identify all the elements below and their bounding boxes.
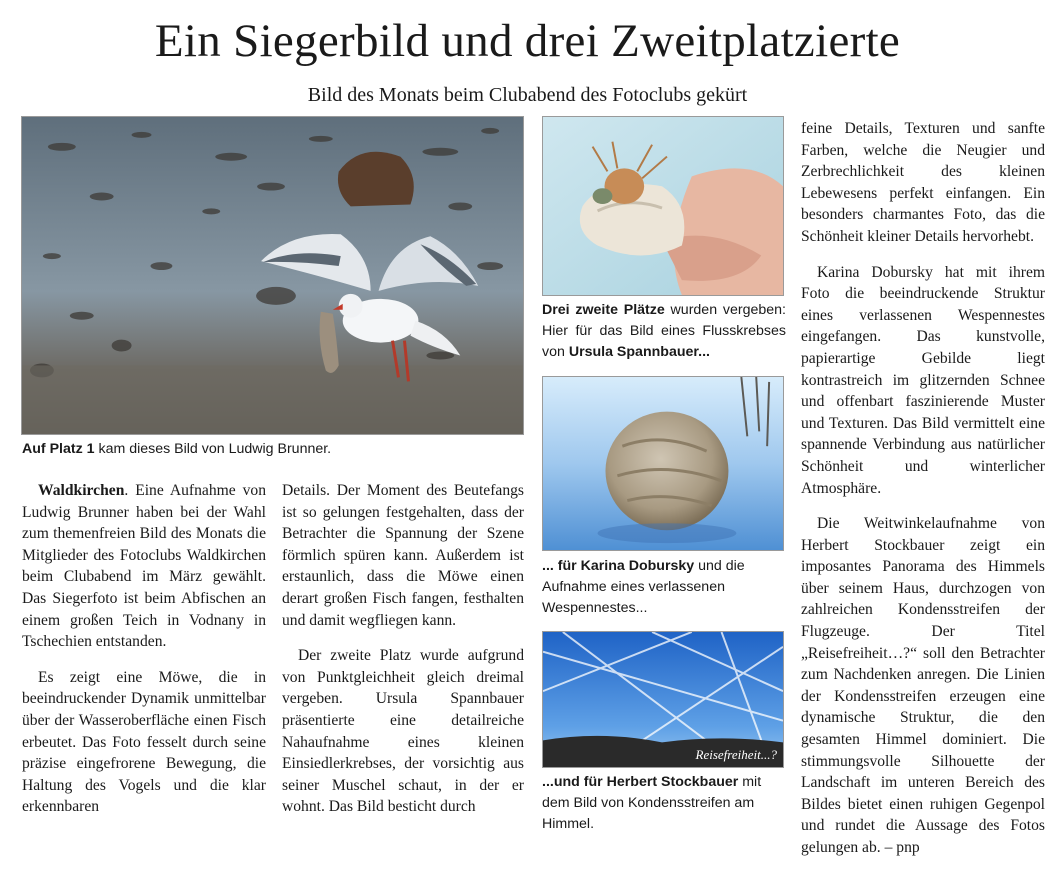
article-paragraph-2-continued: Details. Der Moment des Beutefangs ist so gelungen festgehalten, dass der Betrachter die Spannung der Szene förmlich spüren kann. Außerdem ist erstaunlich, dass die Möwe einen derart großen Fisch fangen, festhalten und damit wegfliegen kann.: [282, 482, 524, 629]
caption-sky-text: mit dem Bild von Kondensstreifen am Himmel.: [542, 774, 762, 832]
caption-crab-bold: Drei zweite Plätze: [542, 302, 665, 318]
caption-sky-bold: ...und für Herbert Stockbauer: [542, 774, 739, 790]
article-column-2: [282, 480, 524, 832]
photo-gull-with-fish: [21, 116, 524, 435]
article-dateline: Waldkirchen: [38, 482, 125, 499]
article-paragraph-4: Karina Dobursky hat mit ihrem Foto die beeindruckende Struktur eines verlassenen Wespennestes eingefangen. Das kunstvolle, papierartige Gebilde liegt kontrastreich im glitzernden Schnee und offenbart faszinierende Muster und Texturen. Das Bild vermittelt eine spannende Verbindung aus natürlicher Schönheit und winterlicher Atmosphäre.: [801, 263, 1045, 497]
caption-crab-photo: [542, 300, 786, 363]
photo-hermit-crab: [542, 116, 784, 296]
article-paragraph-1-text: . Eine Aufnahme von Ludwig Brunner haben bei der Wahl zum themenfreien Bild des Monats die Mitglieder des Fotoclubs Waldkirchen beim Clubabend im März gewählt. Das Siegerfoto ist beim Abfischen an einem großen Teich in Vodnany in Tschechien entstanden.: [22, 482, 266, 651]
photo-contrail-sky: [542, 631, 784, 768]
photo-overlay-title: Reisefreiheit...?: [695, 747, 777, 762]
caption-crab-text: wurden vergeben: Hier für das Bild eines Flusskrebses von: [542, 302, 786, 360]
subheadline: Bild des Monats beim Clubabend des Fotoclubs gekürt: [307, 84, 748, 106]
caption-crab-author: Ursula Spannbauer...: [568, 344, 710, 360]
caption-sky-photo: [542, 772, 786, 835]
article-paragraph-3-continued: feine Details, Texturen und sanfte Farben, welche die Neugier und Zerbrechlichkeit des kleinen Lebewesens perfekt einfangen. Ein besonders charmantes Foto, das die Schönheit kleiner Details hervorhebt.: [801, 120, 1045, 245]
article-paragraph-2: Es zeigt eine Möwe, die in beeindruckender Dynamik unmittelbar über der Wasseroberfläche einen Fisch erbeutet. Das Foto fesselt durch seine präzise eingefrorene Bewegung, die Haltung des Vogels und die klar erkennbaren: [22, 668, 266, 816]
article-paragraph-5: Die Weitwinkelaufnahme von Herbert Stockbauer zeigt ein imposantes Panorama des Himmels über seinem Haus, durchzogen von zahlreichen Kondensstreifen der Flugzeuge. Der Titel „Reisefreiheit…?“ soll den Betrachter zum Nachdenken anregen. Die Linien der Kondensstreifen erzeugen eine dynamische Struktur, die den gesamten Himmel dominiert. Die stimmungsvolle Silhouette der Landschaft im unteren Bereich des Bildes bietet einen ruhigen Gegenpol und rundet die Aussage des Fotos gelungen ab. – pnp: [801, 515, 1045, 856]
caption-nest-photo: [542, 556, 786, 619]
article-paragraph-3: Der zweite Platz wurde aufgrund von Punktgleichheit gleich dreimal vergeben. Ursula Spannbauer präsentierte eine detailreiche Nahaufnahme eines kleinen Einsiedlerkrebses, der vorsichtig aus seiner Muschel schaut, in der er wohnt. Das Bild besticht durch: [282, 647, 524, 816]
photo-wasp-nest: [542, 376, 784, 551]
caption-main-text: kam dieses Bild von Ludwig Brunner.: [94, 441, 332, 457]
caption-nest-text: und die Aufnahme eines verlassenen Wespennestes...: [542, 558, 745, 616]
article-column-1: [22, 480, 266, 832]
caption-nest-bold: ... für Karina Dobursky: [542, 558, 695, 574]
headline: Ein Siegerbild und drei Zweitplatzierte: [154, 15, 901, 67]
caption-main-photo: [22, 439, 525, 460]
article-paragraph-1: [22, 480, 266, 653]
article-column-3: [801, 118, 1045, 873]
caption-main-bold: Auf Platz 1: [22, 441, 95, 457]
